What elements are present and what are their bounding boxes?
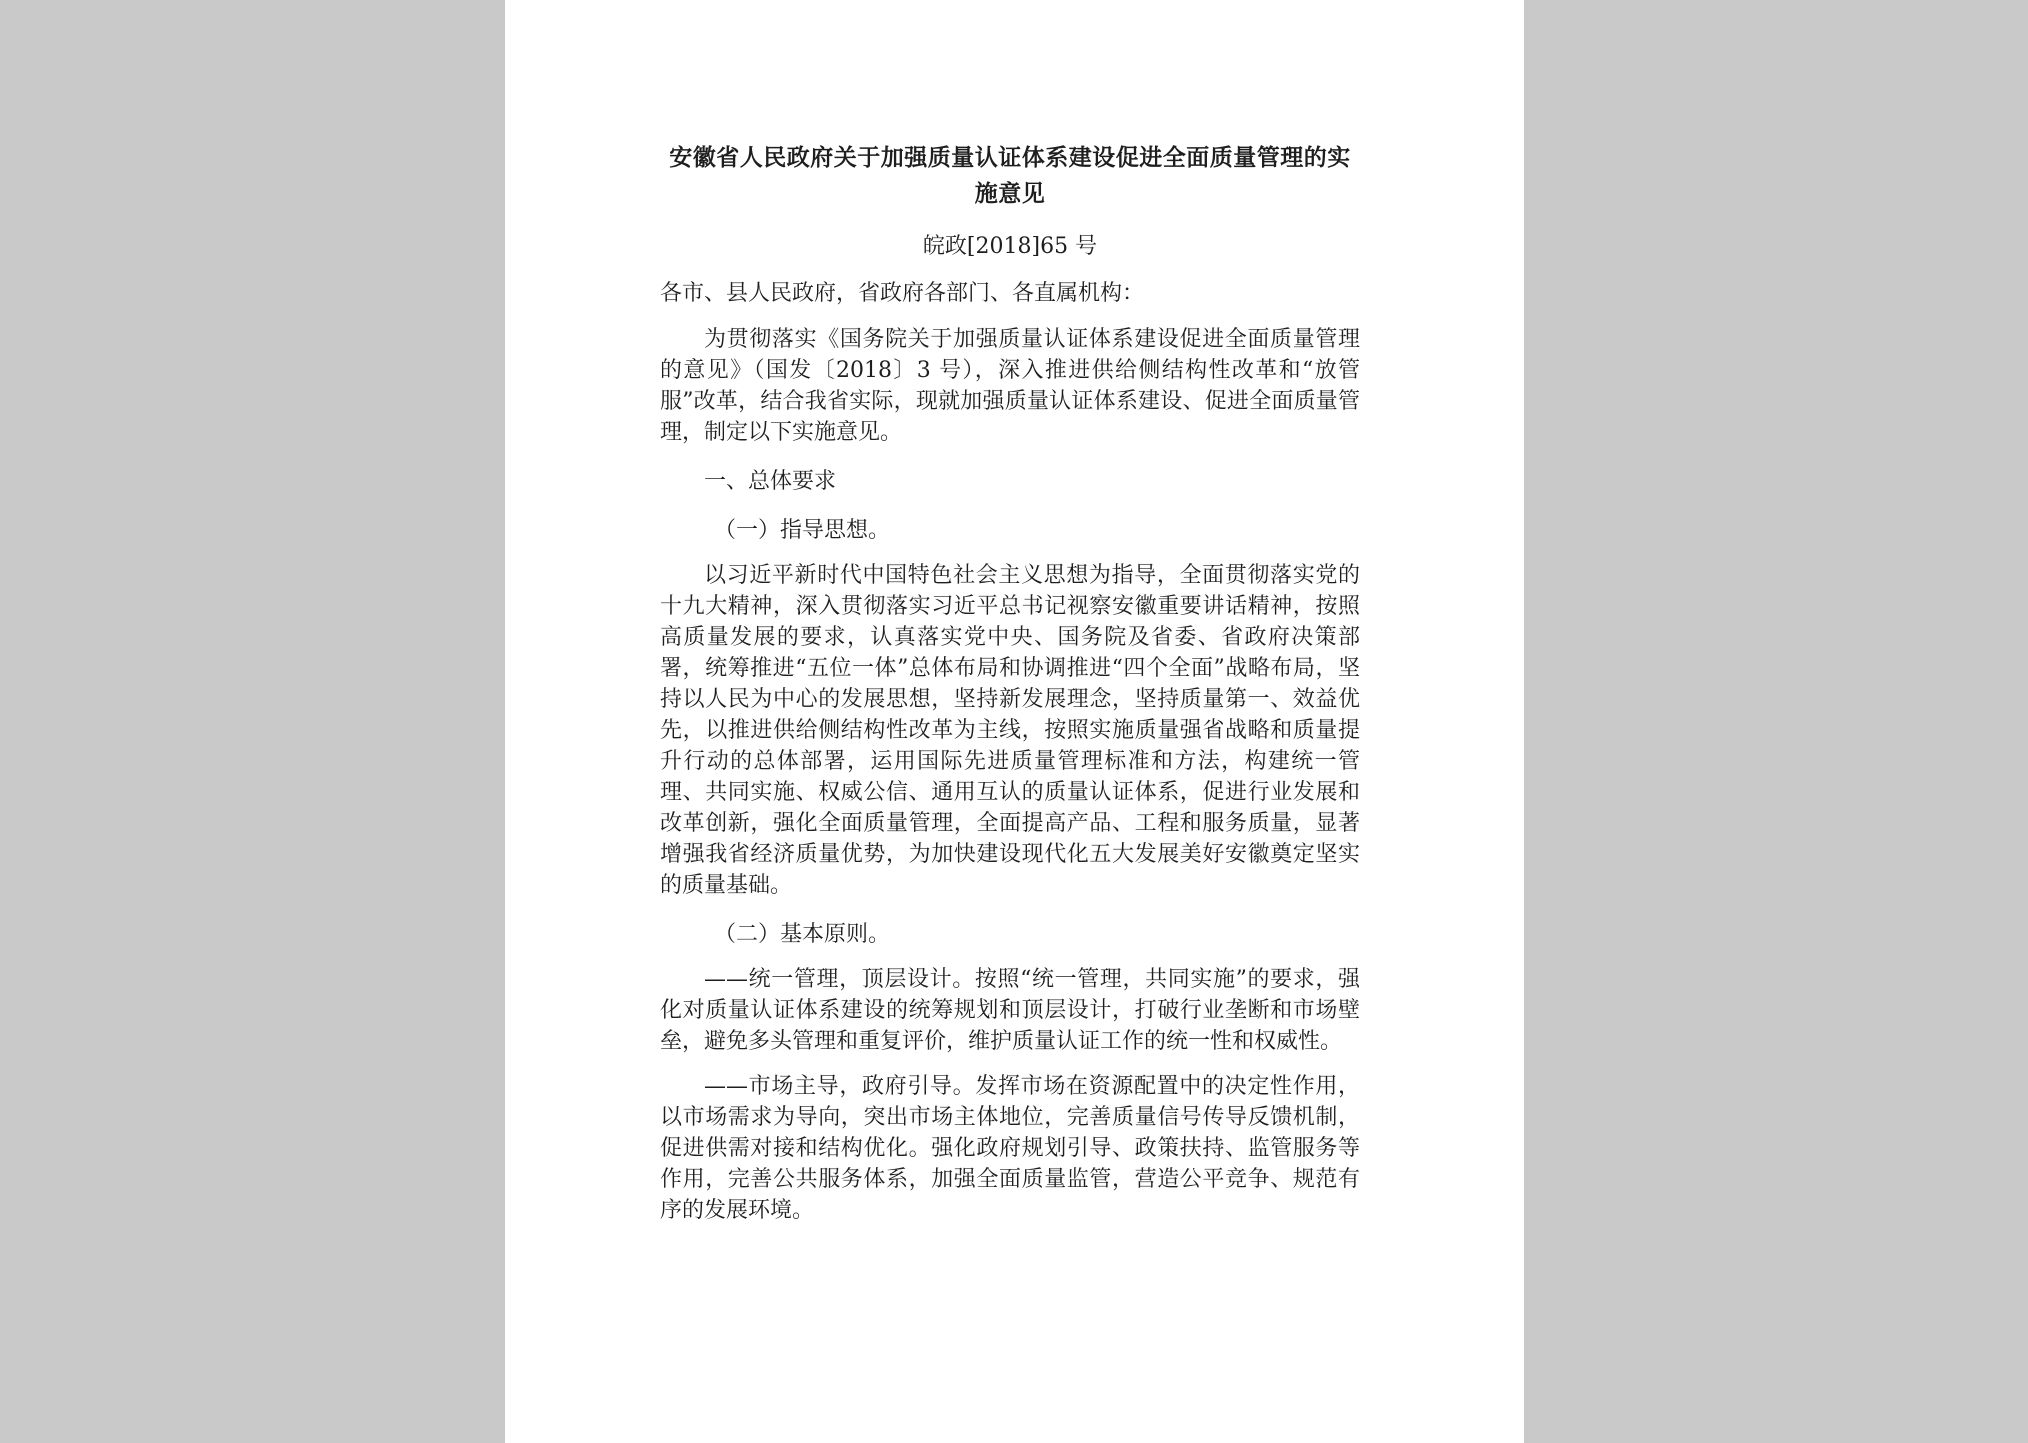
document-number: 皖政[2018]65 号	[922, 234, 1098, 259]
subheading-guiding-ideology: （一）指导思想。	[714, 518, 891, 543]
principle-paragraph-unified-management: ——统一管理，顶层设计。按照“统一管理，共同实施”的要求，强化对质量认证体系建设的统筹规划和顶层设计，打破行业垄断和市场壁垒，避免多头管理和重复评价，维护质量认证工作的统一性和权威性。	[660, 967, 1360, 1054]
subheading-basic-principles: （二）基本原则。	[714, 922, 891, 947]
document-title: 安徽省人民政府关于加强质量认证体系建设促进全面质量管理的实施意见	[669, 144, 1351, 207]
addressee-line: 各市、县人民政府，省政府各部门、各直属机构：	[660, 281, 1145, 306]
intro-paragraph: 为贯彻落实《国务院关于加强质量认证体系建设促进全面质量管理的意见》（国发〔2018〕3 号），深入推进供给侧结构性改革和“放管服”改革，结合我省实际，现就加强质量认证体系建设、促进全面质量管理，制定以下实施意见。	[660, 327, 1360, 445]
document-page	[505, 0, 1524, 1443]
guiding-ideology-paragraph: 以习近平新时代中国特色社会主义思想为指导，全面贯彻落实党的十九大精神，深入贯彻落实习近平总书记视察安徽重要讲话精神，按照高质量发展的要求，认真落实党中央、国务院及省委、省政府决策部署，统筹推进“五位一体”总体布局和协调推进“四个全面”战略布局，坚持以人民为中心的发展思想，坚持新发展理念，坚持质量第一、效益优先，以推进供给侧结构性改革为主线，按照实施质量强省战略和质量提升行动的总体部署，运用国际先进质量管理标准和方法，构建统一管理、共同实施、权威公信、通用互认的质量认证体系，促进行业发展和改革创新，强化全面质量管理，全面提高产品、工程和服务质量，显著增强我省经济质量优势，为加快建设现代化五大发展美好安徽奠定坚实的质量基础。	[660, 563, 1360, 898]
principle-paragraph-market-led: ——市场主导，政府引导。发挥市场在资源配置中的决定性作用，以市场需求为导向，突出市场主体地位，完善质量信号传导反馈机制，促进供需对接和结构优化。强化政府规划引导、政策扶持、监管服务等作用，完善公共服务体系，加强全面质量监管，营造公平竞争、规范有序的发展环境。	[660, 1074, 1360, 1223]
section-heading-general-requirements: 一、总体要求	[704, 469, 837, 494]
document-content	[660, 140, 1405, 1226]
